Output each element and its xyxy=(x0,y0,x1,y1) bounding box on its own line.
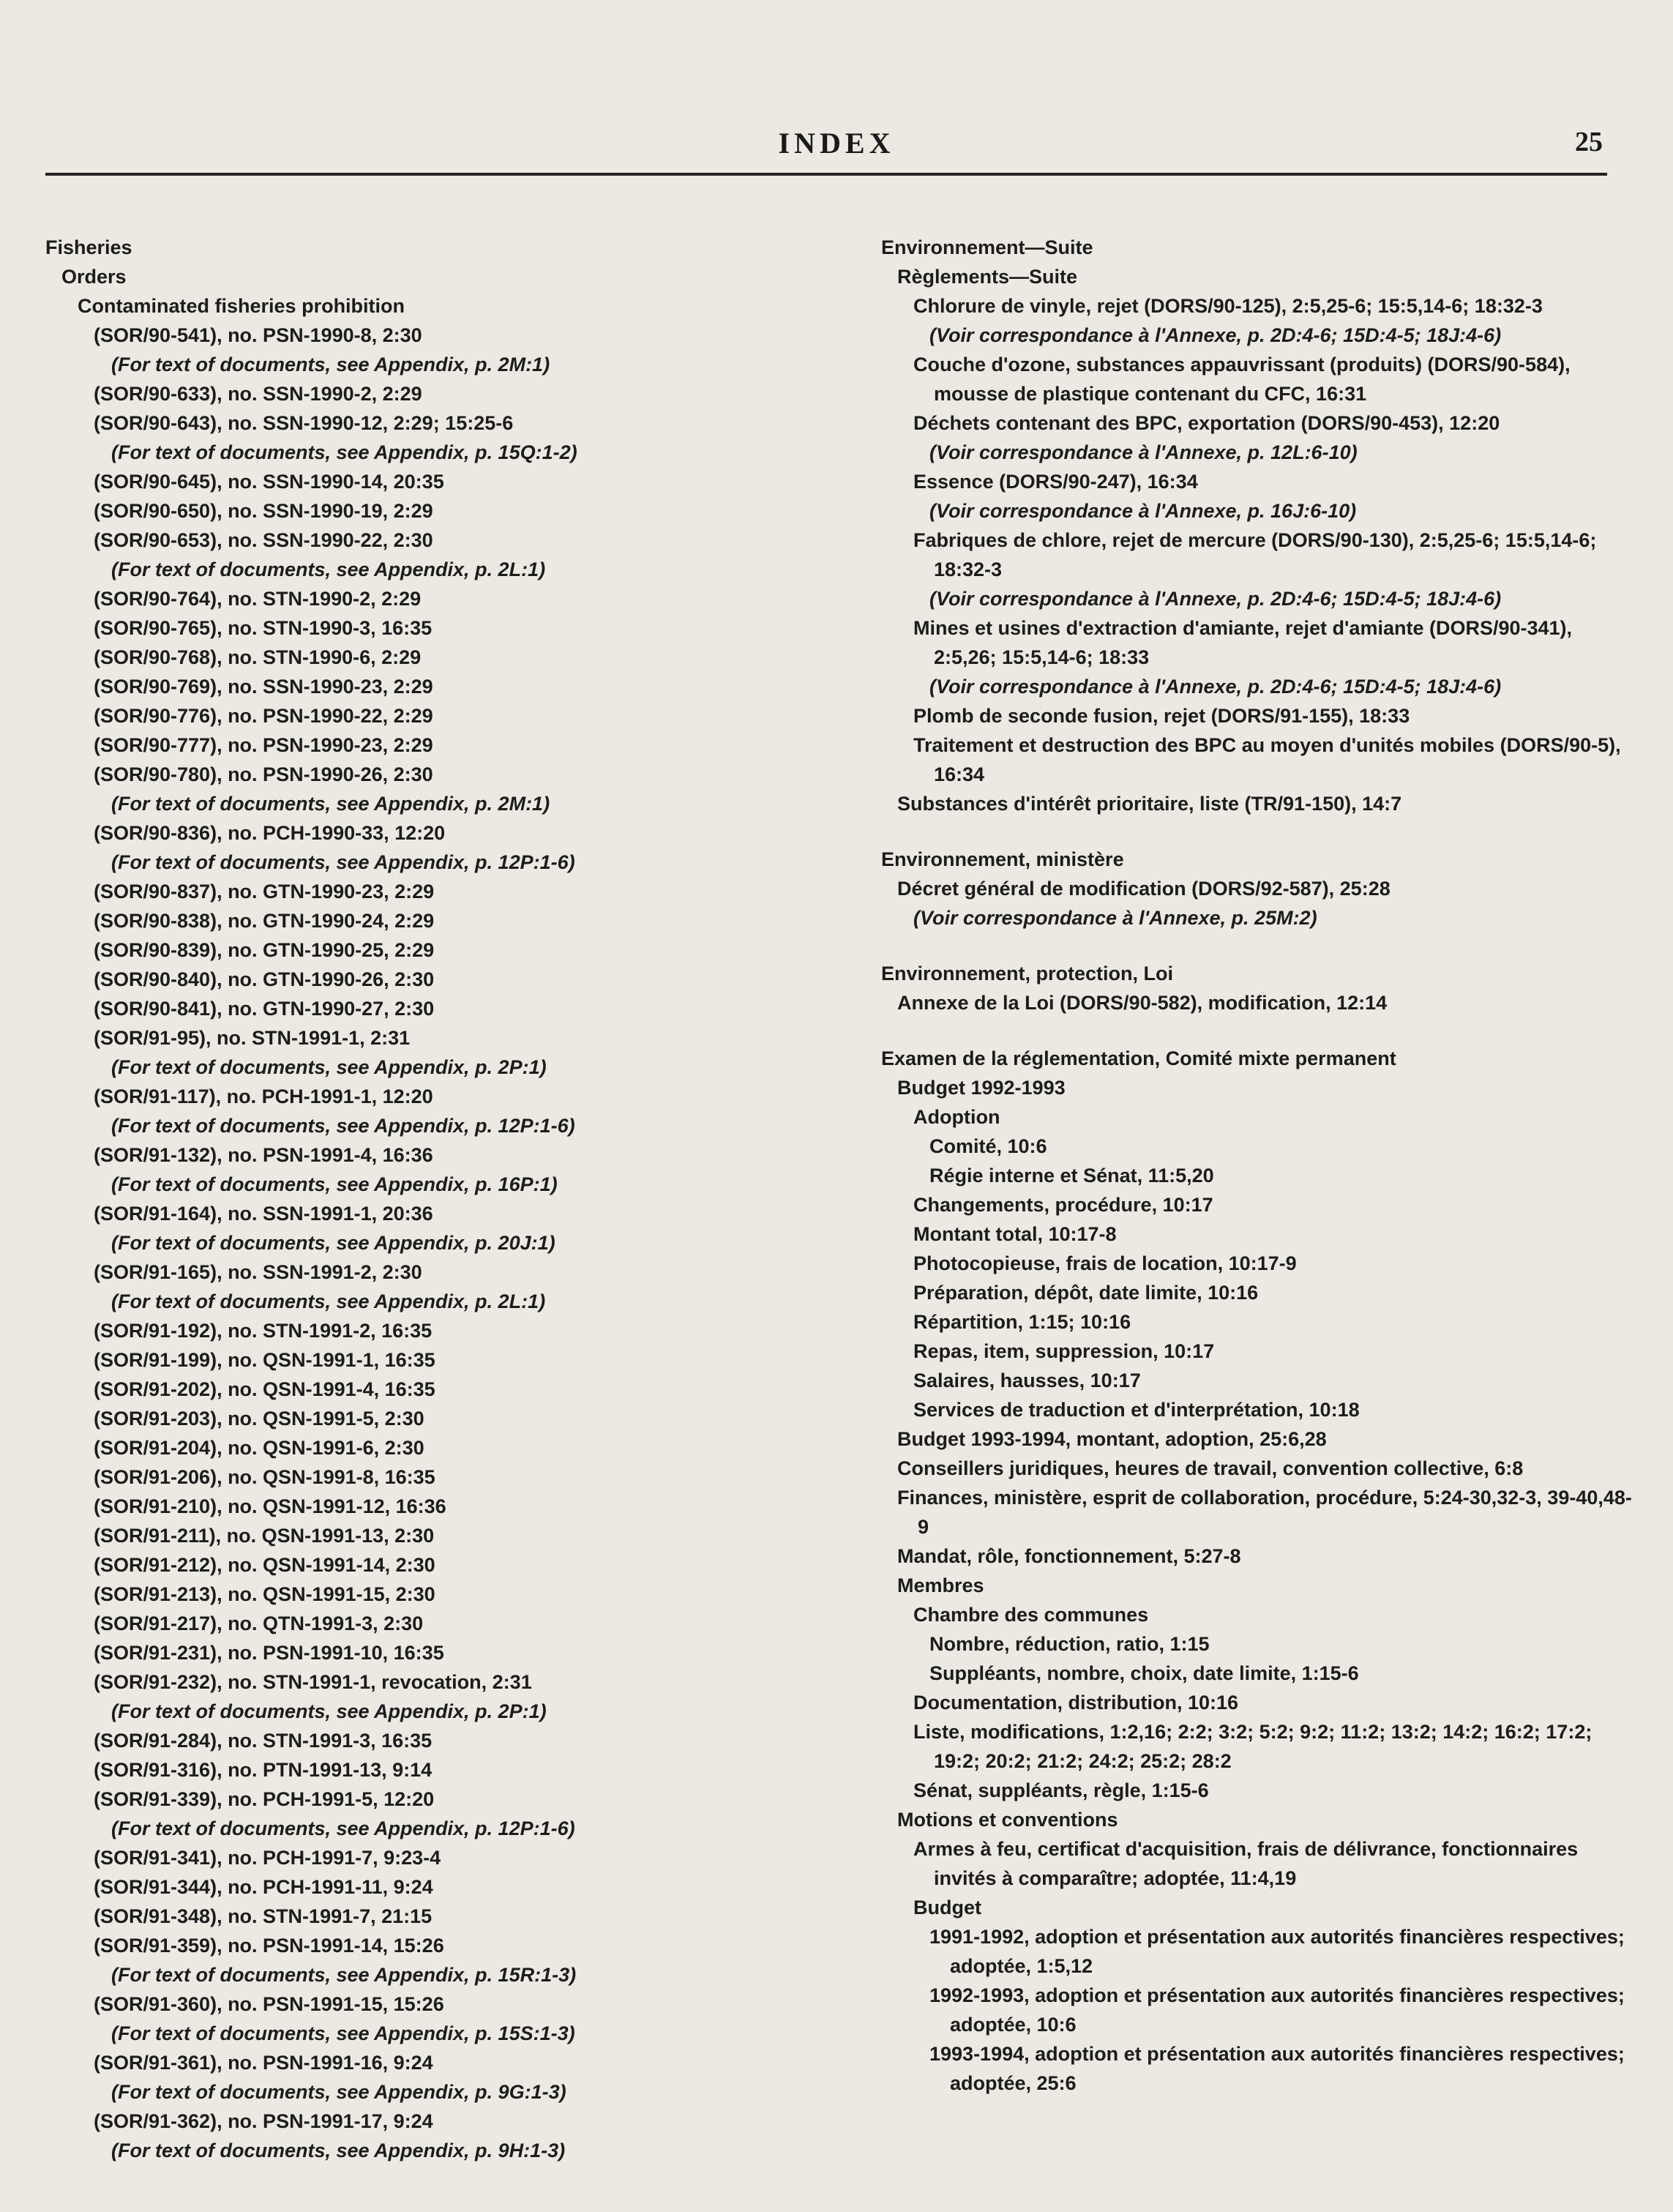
index-entry: Finances, ministère, esprit de collaboration, procédure, 5:24-30,32-3, 39-40,48-9 xyxy=(897,1487,1632,1538)
index-entry: Décret général de modification (DORS/92-587), 25:28 xyxy=(897,878,1391,900)
index-entry: Mines et usines d'extraction d'amiante, rejet d'amiante (DORS/90-341), 2:5,26; 15:5,14-6; 18:33 xyxy=(913,617,1573,668)
index-entry: (SOR/91-212), no. QSN-1991-14, 2:30 xyxy=(94,1554,435,1576)
appendix-reference: (For text of documents, see Appendix, p. 12P:1-6) xyxy=(111,851,575,873)
section-gap xyxy=(881,933,1635,959)
index-entry: 1991-1992, adoption et présentation aux autorités financières respectives; adoptée, 1:5,12 xyxy=(929,1926,1625,1977)
index-entry: Conseillers juridiques, heures de travail, convention collective, 6:8 xyxy=(897,1457,1524,1479)
appendix-reference: (Voir correspondance à l'Annexe, p. 2D:4-6; 15D:4-5; 18J:4-6) xyxy=(929,324,1502,346)
index-entry: (SOR/91-359), no. PSN-1991-14, 15:26 xyxy=(94,1935,444,1957)
index-entry: (SOR/90-840), no. GTN-1990-26, 2:30 xyxy=(94,968,435,990)
index-entry: Régie interne et Sénat, 11:5,20 xyxy=(929,1165,1214,1187)
appendix-reference: (For text of documents, see Appendix, p. 2M:1) xyxy=(111,354,550,375)
appendix-reference: (For text of documents, see Appendix, p. 9G:1-3) xyxy=(111,2081,566,2103)
index-entry: (SOR/91-362), no. PSN-1991-17, 9:24 xyxy=(94,2110,433,2132)
index-entry: (SOR/90-764), no. STN-1990-2, 2:29 xyxy=(94,588,422,610)
index-entry: (SOR/90-645), no. SSN-1990-14, 20:35 xyxy=(94,471,444,493)
section-gap xyxy=(881,1017,1635,1044)
index-heading: Environnement—Suite xyxy=(881,236,1093,258)
index-entry: Contaminated fisheries prohibition xyxy=(78,295,405,317)
index-entry: Nombre, réduction, ratio, 1:15 xyxy=(929,1633,1210,1655)
appendix-reference: (For text of documents, see Appendix, p. 20J:1) xyxy=(111,1232,555,1254)
index-entry: Sénat, suppléants, règle, 1:15-6 xyxy=(913,1779,1209,1801)
appendix-reference: (For text of documents, see Appendix, p. 15Q:1-2) xyxy=(111,441,577,463)
index-entry: Traitement et destruction des BPC au moyen d'unités mobiles (DORS/90-5), 16:34 xyxy=(913,734,1621,785)
index-entry: (SOR/90-643), no. SSN-1990-12, 2:29; 15:25-6 xyxy=(94,412,514,434)
index-heading: Examen de la réglementation, Comité mixte permanent xyxy=(881,1047,1396,1069)
index-entry: Documentation, distribution, 10:16 xyxy=(913,1692,1239,1714)
section-gap xyxy=(881,818,1635,845)
index-entry: (SOR/91-232), no. STN-1991-1, revocation, 2:31 xyxy=(94,1671,532,1693)
index-entry: (SOR/91-117), no. PCH-1991-1, 12:20 xyxy=(94,1086,433,1107)
index-entry: Montant total, 10:17-8 xyxy=(913,1223,1117,1245)
index-entry: Chambre des communes xyxy=(913,1604,1149,1626)
index-entry: (SOR/91-211), no. QSN-1991-13, 2:30 xyxy=(94,1525,435,1547)
index-entry: Plomb de seconde fusion, rejet (DORS/91-155), 18:33 xyxy=(913,705,1410,727)
index-entry: (SOR/90-776), no. PSN-1990-22, 2:29 xyxy=(94,705,433,727)
index-entry: Budget xyxy=(913,1897,981,1918)
index-entry: (SOR/91-203), no. QSN-1991-5, 2:30 xyxy=(94,1408,424,1430)
index-entry: Mandat, rôle, fonctionnement, 5:27-8 xyxy=(897,1545,1241,1567)
appendix-reference: (Voir correspondance à l'Annexe, p. 2D:4-6; 15D:4-5; 18J:4-6) xyxy=(929,676,1502,698)
appendix-reference: (Voir correspondance à l'Annexe, p. 2D:4-6; 15D:4-5; 18J:4-6) xyxy=(929,588,1502,610)
appendix-reference: (For text of documents, see Appendix, p. 15R:1-3) xyxy=(111,1964,577,1986)
index-entry: Substances d'intérêt prioritaire, liste (TR/91-150), 14:7 xyxy=(897,793,1402,815)
index-entry: Préparation, dépôt, date limite, 10:16 xyxy=(913,1282,1259,1304)
index-entry: (SOR/91-360), no. PSN-1991-15, 15:26 xyxy=(94,1993,444,2015)
index-entry: (SOR/91-204), no. QSN-1991-6, 2:30 xyxy=(94,1437,424,1459)
index-entry: Chlorure de vinyle, rejet (DORS/90-125), 2:5,25-6; 15:5,14-6; 18:32-3 xyxy=(913,295,1543,317)
page-number: 25 xyxy=(1575,127,1603,157)
index-entry: Règlements—Suite xyxy=(897,266,1078,288)
index-entry: (SOR/91-199), no. QSN-1991-1, 16:35 xyxy=(94,1349,435,1371)
appendix-reference: (For text of documents, see Appendix, p. 15S:1-3) xyxy=(111,2022,575,2044)
index-heading: Environnement, protection, Loi xyxy=(881,963,1174,984)
index-entry: (SOR/91-339), no. PCH-1991-5, 12:20 xyxy=(94,1788,435,1810)
index-entry: Changements, procédure, 10:17 xyxy=(913,1194,1213,1216)
left-index-column xyxy=(45,233,836,2165)
index-entry: Services de traduction et d'interprétation, 10:18 xyxy=(913,1399,1360,1421)
index-entry: Fabriques de chlore, rejet de mercure (DORS/90-130), 2:5,25-6; 15:5,14-6; 18:32-3 xyxy=(913,529,1597,580)
index-entry: (SOR/91-192), no. STN-1991-2, 16:35 xyxy=(94,1320,433,1342)
index-entry: (SOR/91-284), no. STN-1991-3, 16:35 xyxy=(94,1730,433,1752)
index-entry: Suppléants, nombre, choix, date limite, 1:15-6 xyxy=(929,1662,1359,1684)
index-entry: (SOR/90-837), no. GTN-1990-23, 2:29 xyxy=(94,881,435,903)
index-entry: Budget 1992-1993 xyxy=(897,1077,1066,1099)
index-entry: Répartition, 1:15; 10:16 xyxy=(913,1311,1131,1333)
appendix-reference: (Voir correspondance à l'Annexe, p. 25M:2) xyxy=(913,907,1317,929)
index-entry: (SOR/91-344), no. PCH-1991-11, 9:24 xyxy=(94,1876,433,1898)
index-entry: (SOR/91-202), no. QSN-1991-4, 16:35 xyxy=(94,1378,435,1400)
right-index-column xyxy=(881,233,1635,2098)
index-entry: (SOR/90-768), no. STN-1990-6, 2:29 xyxy=(94,646,422,668)
index-entry: (SOR/90-780), no. PSN-1990-26, 2:30 xyxy=(94,763,433,785)
index-entry: (SOR/90-836), no. PCH-1990-33, 12:20 xyxy=(94,822,446,844)
appendix-reference: (For text of documents, see Appendix, p. 9H:1-3) xyxy=(111,2140,566,2161)
appendix-reference: (Voir correspondance à l'Annexe, p. 16J:6-10) xyxy=(929,500,1357,522)
index-entry: Photocopieuse, frais de location, 10:17-9 xyxy=(913,1252,1297,1274)
index-entry: (SOR/91-361), no. PSN-1991-16, 9:24 xyxy=(94,2052,433,2074)
appendix-reference: (For text of documents, see Appendix, p. 2P:1) xyxy=(111,1056,547,1078)
index-entry: Essence (DORS/90-247), 16:34 xyxy=(913,471,1198,493)
index-entry: Comité, 10:6 xyxy=(929,1135,1047,1157)
index-entry: 1993-1994, adoption et présentation aux autorités financières respectives; adoptée, 25:6 xyxy=(929,2043,1625,2094)
index-entry: Membres xyxy=(897,1574,984,1596)
index-entry: (SOR/90-633), no. SSN-1990-2, 2:29 xyxy=(94,383,422,405)
appendix-reference: (For text of documents, see Appendix, p. 2L:1) xyxy=(111,1290,546,1312)
appendix-reference: (For text of documents, see Appendix, p. 2L:1) xyxy=(111,558,546,580)
index-entry: Déchets contenant des BPC, exportation (DORS/90-453), 12:20 xyxy=(913,412,1500,434)
header-rule xyxy=(45,173,1607,176)
index-entry: (SOR/91-213), no. QSN-1991-15, 2:30 xyxy=(94,1583,435,1605)
index-entry: (SOR/90-839), no. GTN-1990-25, 2:29 xyxy=(94,939,435,961)
index-entry: (SOR/90-765), no. STN-1990-3, 16:35 xyxy=(94,617,433,639)
index-entry: (SOR/91-210), no. QSN-1991-12, 16:36 xyxy=(94,1495,446,1517)
appendix-reference: (For text of documents, see Appendix, p. 12P:1-6) xyxy=(111,1115,575,1137)
index-entry: (SOR/90-841), no. GTN-1990-27, 2:30 xyxy=(94,998,435,1020)
index-entry: (SOR/90-650), no. SSN-1990-19, 2:29 xyxy=(94,500,433,522)
index-entry: (SOR/91-206), no. QSN-1991-8, 16:35 xyxy=(94,1466,435,1488)
index-entry: (SOR/91-217), no. QTN-1991-3, 2:30 xyxy=(94,1613,424,1634)
index-entry: (SOR/90-653), no. SSN-1990-22, 2:30 xyxy=(94,529,433,551)
index-heading: Environnement, ministère xyxy=(881,848,1124,870)
index-entry: (SOR/91-95), no. STN-1991-1, 2:31 xyxy=(94,1027,411,1049)
appendix-reference: (For text of documents, see Appendix, p. 16P:1) xyxy=(111,1173,558,1195)
index-entry: 1992-1993, adoption et présentation aux autorités financières respectives; adoptée, 10:6 xyxy=(929,1984,1625,2036)
index-entry: (SOR/91-348), no. STN-1991-7, 21:15 xyxy=(94,1905,433,1927)
index-entry: Orders xyxy=(61,266,127,288)
appendix-reference: (Voir correspondance à l'Annexe, p. 12L:6-10) xyxy=(929,441,1358,463)
index-entry: (SOR/91-164), no. SSN-1991-1, 20:36 xyxy=(94,1203,433,1225)
index-entry: (SOR/91-231), no. PSN-1991-10, 16:35 xyxy=(94,1642,444,1664)
index-entry: Repas, item, suppression, 10:17 xyxy=(913,1340,1215,1362)
index-entry: (SOR/90-777), no. PSN-1990-23, 2:29 xyxy=(94,734,433,756)
index-heading: Fisheries xyxy=(45,236,132,258)
index-entry: Annexe de la Loi (DORS/90-582), modification, 12:14 xyxy=(897,992,1388,1014)
index-entry: (SOR/91-316), no. PTN-1991-13, 9:14 xyxy=(94,1759,433,1781)
index-entry: Salaires, hausses, 10:17 xyxy=(913,1370,1141,1391)
index-entry: (SOR/91-165), no. SSN-1991-2, 2:30 xyxy=(94,1261,422,1283)
index-entry: Couche d'ozone, substances appauvrissant (produits) (DORS/90-584), mousse de plastique contenant du CFC, 16:31 xyxy=(913,354,1571,405)
index-entry: Motions et conventions xyxy=(897,1809,1118,1831)
appendix-reference: (For text of documents, see Appendix, p. 2M:1) xyxy=(111,793,550,815)
index-entry: Budget 1993-1994, montant, adoption, 25:6,28 xyxy=(897,1428,1327,1450)
appendix-reference: (For text of documents, see Appendix, p. 12P:1-6) xyxy=(111,1817,575,1839)
index-entry: Armes à feu, certificat d'acquisition, frais de délivrance, fonctionnaires invités à comparaître; adoptée, 11:4,19 xyxy=(913,1838,1579,1889)
index-entry: (SOR/91-132), no. PSN-1991-4, 16:36 xyxy=(94,1144,433,1166)
index-entry: (SOR/90-769), no. SSN-1990-23, 2:29 xyxy=(94,676,433,698)
appendix-reference: (For text of documents, see Appendix, p. 2P:1) xyxy=(111,1700,547,1722)
index-entry: (SOR/91-341), no. PCH-1991-7, 9:23-4 xyxy=(94,1847,441,1869)
page-title: INDEX xyxy=(778,127,895,160)
index-entry: Adoption xyxy=(913,1106,1000,1128)
index-entry: (SOR/90-838), no. GTN-1990-24, 2:29 xyxy=(94,910,435,932)
index-entry: (SOR/90-541), no. PSN-1990-8, 2:30 xyxy=(94,324,422,346)
index-entry: Liste, modifications, 1:2,16; 2:2; 3:2; 5:2; 9:2; 11:2; 13:2; 14:2; 16:2; 17:2; 19:2; 20:2; 21:2; 24:2; 25:2; 28:2 xyxy=(913,1721,1592,1772)
